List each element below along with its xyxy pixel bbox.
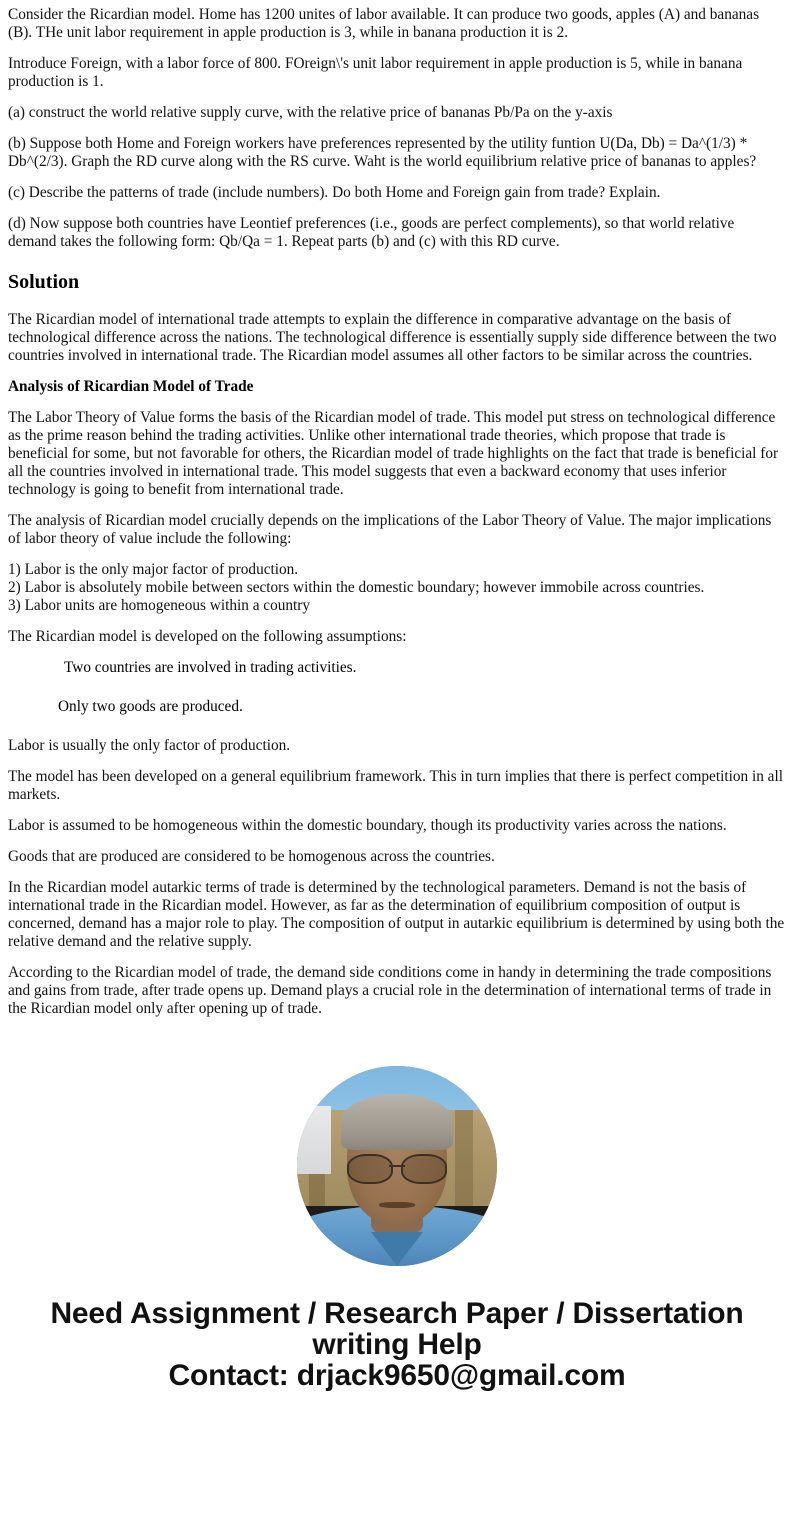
avatar-glasses-bridge bbox=[389, 1165, 405, 1167]
avatar bbox=[297, 1066, 497, 1266]
closing-paragraph-1: Labor is usually the only factor of production. bbox=[8, 737, 291, 754]
glasses-icon bbox=[347, 1154, 447, 1180]
solution-paragraph-2: The analysis of Ricardian model crucially depends on the implications of the Labor Theory of Value. The major implications of labor theory of value include the following: bbox=[8, 512, 772, 547]
assumption-item-1: Two countries are involved in trading activities. bbox=[64, 659, 357, 676]
assumption-item-2: Only two goods are produced. bbox=[58, 698, 243, 715]
question-paragraph-2: Introduce Foreign, with a labor force of 800. FOreign\'s unit labor requirement in apple production is 5, while in banana production is 1. bbox=[8, 55, 743, 90]
implication-item-1: 1) Labor is the only major factor of production. bbox=[8, 561, 299, 578]
question-paragraph-1: Consider the Ricardian model. Home has 1200 unites of labor available. It can produce two goods, apples (A) and bananas (B). THe unit labor requirement in apple production is 3, while in banana production it is 2. bbox=[8, 6, 760, 41]
avatar-container bbox=[8, 1066, 786, 1266]
implications-list bbox=[8, 561, 786, 615]
closing-paragraph-5: In the Ricardian model autarkic terms of trade is determined by the technological parameters. Demand is not the basis of international trade in the Ricardian model. However, as far as the determination of equilibrium composition of output is concerned, demand has a major role to play. The composition of output in autarkic equilibrium is determined by using both the relative demand and the relative supply. bbox=[8, 879, 785, 950]
solution-paragraph-1: The Labor Theory of Value forms the basis of the Ricardian model of trade. This model put stress on technological difference as the prime reason behind the trading activities. Unlike other international trade theories, which propose that trade is beneficial for some, but not favorable for others, the Ricardian model of trade highlights on the fact that trade is beneficial for all the countries involved in international trade. This model suggests that even a backward economy that uses inferior technology is going to benefit from international trade. bbox=[8, 409, 779, 498]
avatar-hair bbox=[341, 1094, 453, 1150]
avatar-lens-right bbox=[401, 1154, 447, 1184]
cta-contact: Contact: drjack9650@gmail.com bbox=[168, 1359, 626, 1392]
closing-paragraph-2: The model has been developed on a general equilibrium framework. This in turn implies that there is perfect competition in all markets. bbox=[8, 768, 783, 803]
question-paragraph-c: (c) Describe the patterns of trade (include numbers). Do both Home and Foreign gain from trade? Explain. bbox=[8, 184, 661, 201]
cta-block bbox=[8, 1298, 786, 1391]
analysis-heading: Analysis of Ricardian Model of Trade bbox=[8, 378, 254, 395]
solution-intro-paragraph: The Ricardian model of international trade attempts to explain the difference in comparative advantage on the basis of technological difference across the nations. The technological difference is essentially supply side difference between the two countries involved in international trade. The Ricardian model assumes all other factors to be similar across the countries. bbox=[8, 311, 777, 364]
avatar-mouth bbox=[379, 1202, 415, 1208]
cta-headline: Need Assignment / Research Paper / Dissertation writing Help bbox=[50, 1297, 744, 1361]
closing-paragraph-3: Labor is assumed to be homogeneous within the domestic boundary, though its productivity varies across the nations. bbox=[8, 817, 727, 834]
question-paragraph-d: (d) Now suppose both countries have Leontief preferences (i.e., goods are perfect complements), so that world relative demand takes the following form: Qb/Qa = 1. Repeat parts (b) and (c) with this RD curve. bbox=[8, 215, 735, 250]
question-paragraph-b: (b) Suppose both Home and Foreign workers have preferences represented by the utility funtion U(Da, Db) = Da^(1/3) * Db^(2/3). Graph the RD curve along with the RS curve. Waht is the world equilibrium relative price of bananas to apples? bbox=[8, 135, 757, 170]
avatar-background-panel bbox=[297, 1106, 331, 1174]
question-paragraph-a: (a) construct the world relative supply curve, with the relative price of bananas Pb/Pa on the y-axis bbox=[8, 104, 613, 121]
closing-paragraph-4: Goods that are produced are considered to be homogenous across the countries. bbox=[8, 848, 495, 865]
assumptions-lead-paragraph: The Ricardian model is developed on the following assumptions: bbox=[8, 628, 407, 645]
closing-paragraph-6: According to the Ricardian model of trade, the demand side conditions come in handy in determining the trade compositions and gains from trade, after trade opens up. Demand plays a crucial role in the determination of international terms of trade in the Ricardian model only after opening up of trade. bbox=[8, 964, 772, 1017]
avatar-lens-left bbox=[347, 1154, 393, 1184]
implication-item-3: 3) Labor units are homogeneous within a country bbox=[8, 597, 311, 614]
implication-item-2: 2) Labor is absolutely mobile between sectors within the domestic boundary; however immobile across countries. bbox=[8, 579, 705, 596]
solution-heading: Solution bbox=[8, 271, 80, 293]
